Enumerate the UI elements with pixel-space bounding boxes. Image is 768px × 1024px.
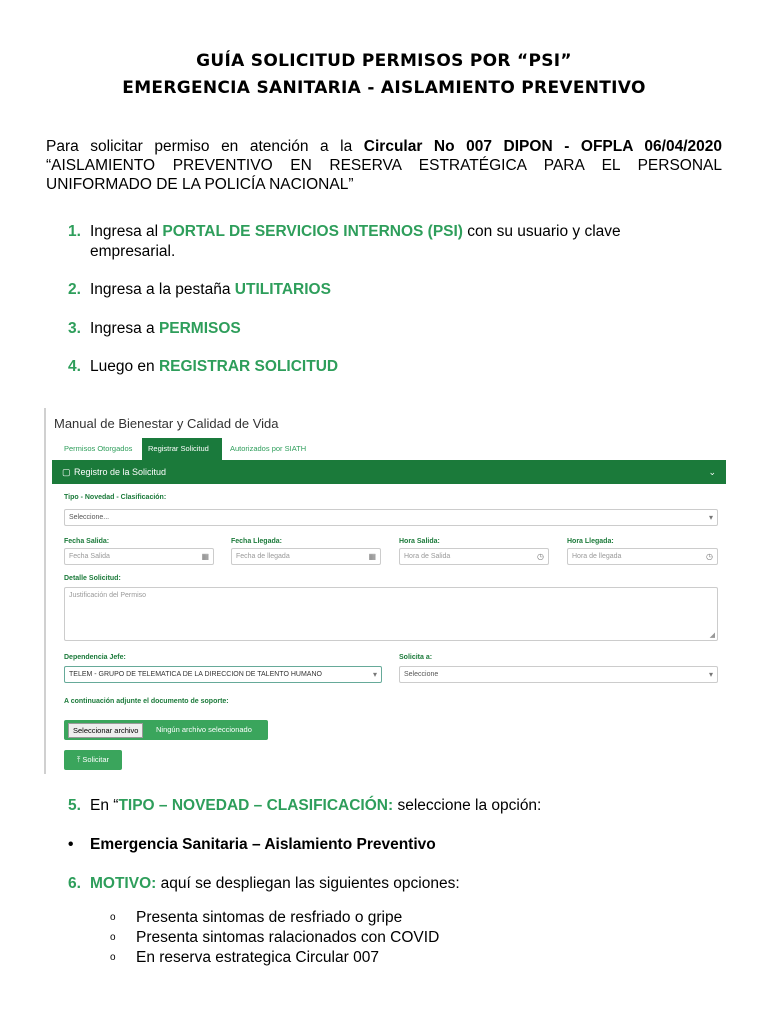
file-status: Ningún archivo seleccionado [156, 725, 252, 734]
solicita-placeholder: Seleccione [404, 671, 439, 678]
bullet-option [68, 836, 436, 854]
step-number: 4. [68, 358, 81, 375]
label-detalle: Detalle Solicitud: [64, 575, 121, 582]
label-fecha-salida: Fecha Salida: [64, 538, 110, 545]
panel-header[interactable] [52, 460, 726, 484]
embedded-screenshot [44, 408, 728, 774]
sub-option-1 [110, 908, 402, 928]
sub-option-3 [110, 948, 379, 968]
fecha-llegada-input[interactable] [231, 548, 381, 565]
tab-bar [52, 438, 726, 460]
sub-option-2 [110, 928, 439, 948]
step-number: 2. [68, 281, 81, 298]
file-upload-control[interactable] [64, 720, 268, 740]
sub-marker: o [110, 912, 116, 923]
chevron-down-icon[interactable]: ⌄ [708, 467, 716, 477]
label-dependencia: Dependencia Jefe: [64, 654, 126, 661]
tipo-select[interactable] [64, 509, 718, 526]
intro-circular: Circular No 007 DIPON - OFPLA 06/04/2020 [363, 138, 722, 155]
step-highlight: PERMISOS [158, 320, 241, 337]
step-highlight: UTILITARIOS [234, 281, 331, 298]
sub-option-text: Presenta sintomas ralacionados con COVID [136, 929, 440, 947]
sub-option-text: Presenta sintomas de resfriado o gripe [136, 909, 403, 927]
doc-title-line1: GUÍA SOLICITUD PERMISOS POR “PSI” [196, 51, 572, 71]
label-hora-llegada: Hora Llegada: [567, 538, 614, 545]
step-number: 5. [68, 797, 81, 814]
step-text: Ingresa a la pestaña [90, 281, 235, 298]
app-title: Manual de Bienestar y Calidad de Vida [54, 416, 279, 431]
step-text-line2: empresarial. [90, 243, 176, 260]
solicita-select[interactable] [399, 666, 718, 683]
step-text: Ingresa al [90, 223, 163, 240]
fecha-llegada-placeholder: Fecha de llegada [236, 553, 290, 560]
hora-salida-placeholder: Hora de Salida [404, 553, 451, 560]
step-highlight: MOTIVO: [90, 875, 157, 892]
dependencia-value: TELEM - GRUPO DE TELEMATICA DE LA DIRECCION DE TALENTO HUMANO [69, 671, 322, 678]
step-5 [68, 796, 541, 816]
sub-marker: o [110, 952, 116, 963]
doc-title-line2: EMERGENCIA SANITARIA - AISLAMIENTO PREVENTIVO [122, 78, 646, 98]
step-highlight: TIPO – NOVEDAD – CLASIFICACIÓN: [118, 797, 394, 814]
sub-option-text: En reserva estrategica Circular 007 [136, 949, 379, 967]
label-adjunte: A continuación adjunte el documento de soporte: [64, 698, 229, 705]
detalle-placeholder: Justificación del Permiso [69, 592, 147, 599]
label-tipo: Tipo - Novedad - Clasificación: [64, 494, 167, 501]
label-solicita: Solicita a: [399, 654, 433, 661]
label-hora-salida: Hora Salida: [399, 538, 440, 545]
intro-paragraph [46, 137, 722, 194]
step-text-post: seleccione la opción: [393, 797, 542, 814]
panel-title: Registro de la Solicitud [74, 467, 167, 477]
hora-llegada-placeholder: Hora de llegada [572, 553, 622, 560]
step-text: Luego en [90, 358, 159, 375]
step-number: 1. [68, 223, 81, 240]
step-6 [68, 874, 460, 894]
solicitar-button[interactable] [64, 750, 122, 770]
fecha-salida-placeholder: Fecha Salida [69, 553, 110, 560]
clock-icon[interactable]: ◷ [706, 552, 713, 561]
clock-icon[interactable]: ◷ [537, 552, 544, 561]
step-1 [68, 222, 621, 262]
bullet-marker: • [68, 836, 74, 853]
step-number: 3. [68, 320, 81, 337]
hora-llegada-input[interactable] [567, 548, 718, 565]
step-2 [68, 280, 331, 300]
upload-icon: ⤒ [76, 755, 81, 764]
dependencia-select[interactable] [64, 666, 382, 683]
step-number: 6. [68, 875, 81, 892]
detalle-textarea[interactable] [64, 587, 718, 641]
caret-down-icon: ▾ [372, 670, 377, 679]
step-text-post: aquí se despliegan las siguientes opciones: [156, 875, 460, 892]
step-text: Ingresa a [90, 320, 159, 337]
step-highlight: PORTAL DE SERVICIOS INTERNOS (PSI) [162, 223, 463, 240]
step-3 [68, 319, 241, 339]
label-fecha-llegada: Fecha Llegada: [231, 538, 282, 545]
step-4 [68, 357, 338, 377]
step-highlight: REGISTRAR SOLICITUD [158, 358, 339, 375]
intro-pre: Para solicitar permiso en atención a la [46, 138, 364, 155]
step-text-post: con su usuario y clave [462, 223, 621, 240]
solicitar-label: Solicitar [82, 755, 110, 764]
resize-handle-icon[interactable]: ◢ [709, 632, 715, 639]
tab-permisos-otorgados[interactable]: Permisos Otorgados [64, 444, 133, 453]
tipo-placeholder: Seleccione... [69, 514, 110, 521]
tab-autorizados-siath[interactable]: Autorizados por SIATH [230, 444, 307, 453]
hora-salida-input[interactable] [399, 548, 549, 565]
select-file-button[interactable]: Seleccionar archivo [68, 723, 143, 738]
sub-marker: o [110, 932, 116, 943]
tab-registrar-solicitud[interactable]: Registrar Solicitud [142, 438, 222, 460]
step-text: En “ [90, 797, 119, 814]
document-icon: ▢ [62, 467, 71, 477]
caret-down-icon: ▾ [708, 513, 713, 522]
bullet-text: Emergencia Sanitaria – Aislamiento Preventivo [90, 836, 436, 853]
caret-down-icon: ▾ [708, 670, 713, 679]
calendar-icon[interactable]: ▦ [368, 552, 376, 561]
fecha-salida-input[interactable] [64, 548, 214, 565]
calendar-icon[interactable]: ▦ [201, 552, 209, 561]
intro-rest: “AISLAMIENTO PREVENTIVO EN RESERVA ESTRATÉGICA PARA EL PERSONAL UNIFORMADO DE LA POLICÍA NACIONAL” [46, 157, 722, 193]
